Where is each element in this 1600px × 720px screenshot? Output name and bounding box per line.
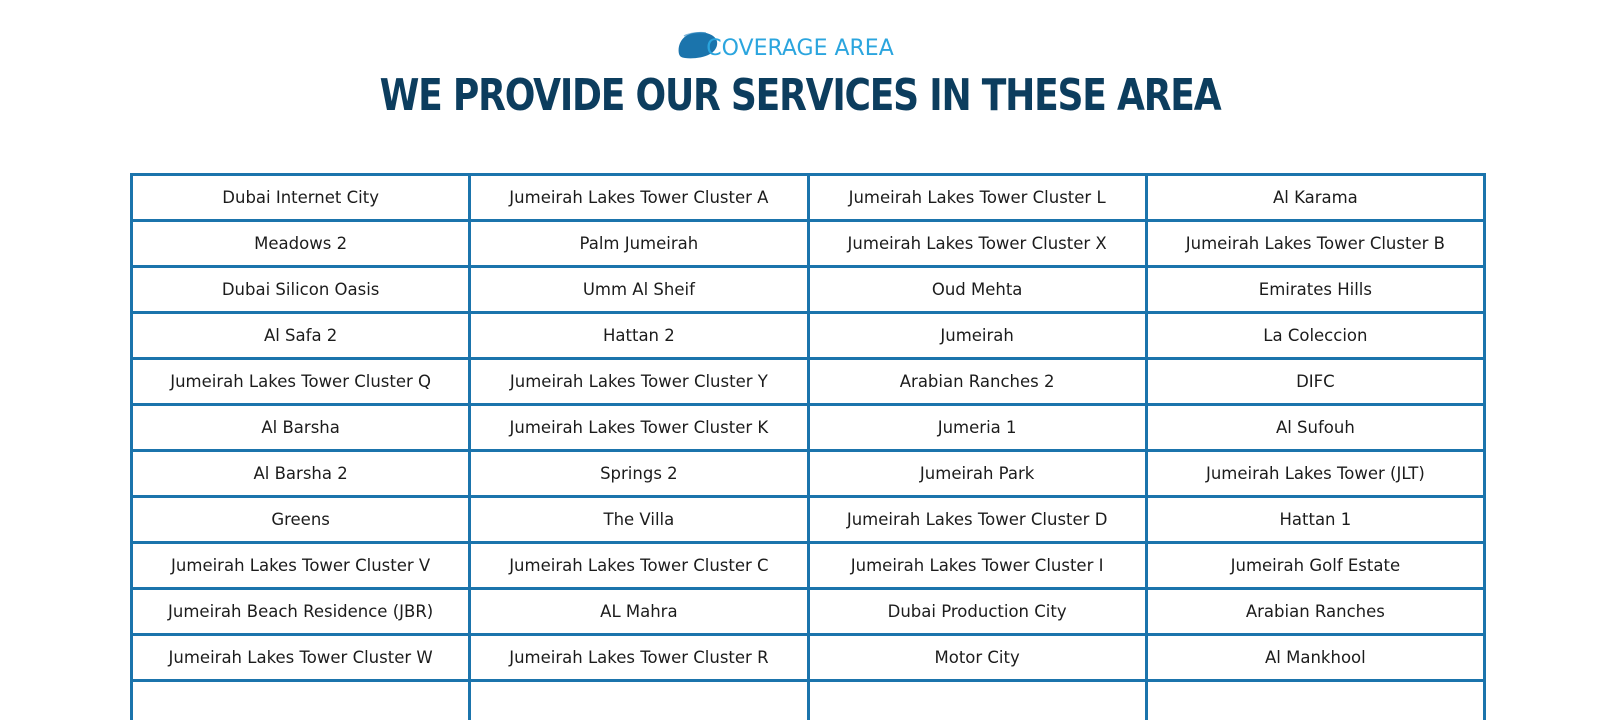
table-row [132,589,1485,635]
area-cell: Dubai Silicon Oasis [132,267,470,313]
area-cell: Jumeirah Lakes Tower Cluster D [808,497,1146,543]
area-cell: Greens [132,497,470,543]
coverage-area-header [0,0,1600,160]
area-cell: Jumeirah Lakes Tower Cluster R [470,635,808,681]
table-row [132,221,1485,267]
area-cell: Jumeirah Lakes Tower Cluster W [132,635,470,681]
area-cell: Al Sufouh [1146,405,1484,451]
area-cell: Jumeirah Lakes Tower (JLT) [1146,451,1484,497]
coverage-area-table-body [132,175,1485,720]
area-cell: Dubai Production City [808,589,1146,635]
area-cell: Jumeirah Lakes Tower Cluster B [1146,221,1484,267]
area-cell: Jumeirah Golf Estate [1146,543,1484,589]
area-cell: The Villa [470,497,808,543]
area-cell: DIFC [1146,359,1484,405]
area-cell: Jumeirah Lakes Tower Cluster V [132,543,470,589]
area-cell: Al Barsha 2 [132,451,470,497]
area-cell: Jumeria 1 [808,405,1146,451]
area-cell: Jumeirah [808,313,1146,359]
area-cell: Hattan 2 [470,313,808,359]
area-cell: Jumeirah Lakes Tower Cluster I [808,543,1146,589]
eyebrow-text: COVERAGE AREA [706,36,894,61]
area-cell: Oud Mehta [808,267,1146,313]
area-cell: La Coleccion [1146,313,1484,359]
area-cell: Motor City [808,635,1146,681]
table-row [132,681,1485,720]
area-cell: Al Safa 2 [132,313,470,359]
page-title: WE PROVIDE OUR SERVICES IN THESE AREA [379,70,1221,121]
area-cell [1146,681,1484,720]
coverage-area-table [130,173,1486,720]
table-row [132,635,1485,681]
table-row [132,543,1485,589]
area-cell: Jumeirah Beach Residence (JBR) [132,589,470,635]
area-cell: Emirates Hills [1146,267,1484,313]
area-cell: Jumeirah Lakes Tower Cluster L [808,175,1146,221]
area-cell: Al Karama [1146,175,1484,221]
area-cell: Umm Al Sheif [470,267,808,313]
area-cell [808,681,1146,720]
area-cell: Meadows 2 [132,221,470,267]
table-row [132,313,1485,359]
table-row [132,451,1485,497]
area-cell: Jumeirah Lakes Tower Cluster X [808,221,1146,267]
table-row [132,267,1485,313]
area-cell: Jumeirah Lakes Tower Cluster A [470,175,808,221]
area-cell: Hattan 1 [1146,497,1484,543]
area-cell: Jumeirah Park [808,451,1146,497]
area-cell: Dubai Internet City [132,175,470,221]
area-cell: Arabian Ranches [1146,589,1484,635]
eyebrow [0,30,1600,68]
area-cell: Jumeirah Lakes Tower Cluster Q [132,359,470,405]
area-cell [132,681,470,720]
area-cell: Jumeirah Lakes Tower Cluster Y [470,359,808,405]
area-cell: Springs 2 [470,451,808,497]
eyebrow-inner [676,30,894,68]
table-row [132,175,1485,221]
area-cell: Jumeirah Lakes Tower Cluster C [470,543,808,589]
table-row [132,405,1485,451]
table-row [132,497,1485,543]
area-cell: AL Mahra [470,589,808,635]
area-cell: Jumeirah Lakes Tower Cluster K [470,405,808,451]
area-cell: Al Mankhool [1146,635,1484,681]
area-cell: Palm Jumeirah [470,221,808,267]
area-cell [470,681,808,720]
table-row [132,359,1485,405]
area-cell: Arabian Ranches 2 [808,359,1146,405]
area-cell: Al Barsha [132,405,470,451]
